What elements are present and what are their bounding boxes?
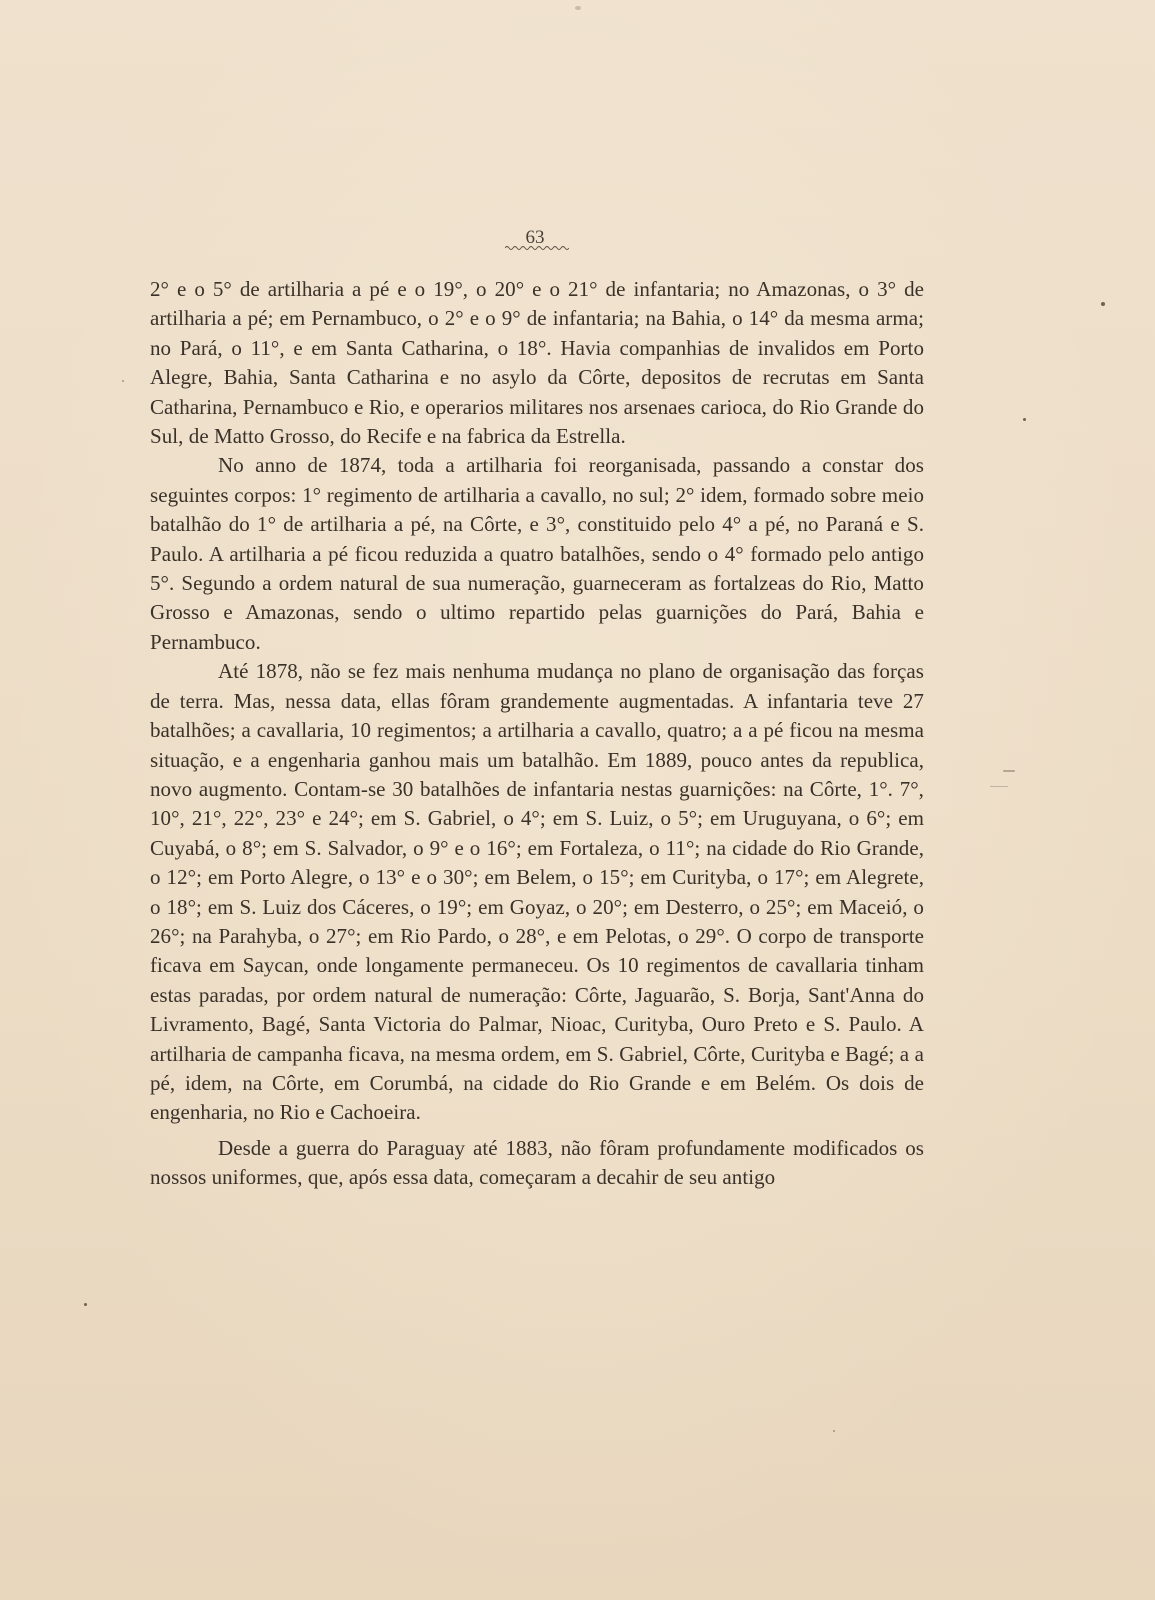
body-text: [150, 275, 924, 1193]
paper-speck: [122, 380, 124, 382]
paper-speck: [833, 1430, 835, 1432]
wavy-rule-ornament: [505, 245, 569, 251]
paragraph-artilharia-1874: No anno de 1874, toda a artilharia foi reorganisada, passando a constar dos seguintes corpos: 1° regimento de artilharia a cavallo, no sul; 2° idem, formado sobre meio batalhão do 1° de artilharia a pé, na Côrte, e 3°, constituido pelo 4° a pé, no Paraná e S. Paulo. A artilharia a pé ficou reduzida a quatro batalhões, sendo o 4° formado pelo antigo 5°. Segundo a ordem natural de sua numeração, guarneceram as fortalzeas do Rio, Matto Grosso e Amazonas, sendo o ultimo repartido pelas guarnições do Pará, Bahia e Pernambuco.: [150, 453, 924, 654]
page-number: 63: [525, 227, 545, 248]
paragraph-uniformes: Desde a guerra do Paraguay até 1883, não fôram profundamente modificados os nossos uniformes, que, após essa data, começaram a decahir de seu antigo: [150, 1135, 924, 1190]
paper-speck: [990, 786, 1008, 787]
paper-speck: [1023, 418, 1026, 421]
paragraph-continuation: 2° e o 5° de artilharia a pé e o 19°, o 20° e o 21° de infantaria; no Amazonas, o 3° de artilharia a pé; em Pernambuco, o 2° e o 9° de infantaria; na Bahia, o 14° da mesma arma; no Pará, o 11°, e em Santa Catharina, o 18°. Havia companhias de invalidos em Porto Alegre, Bahia, Santa Catharina e no asylo da Côrte, depositos de recrutas em Santa Catharina, Pernambuco e Rio, e operarios militares nos arsenaes carioca, do Rio Grande do Sul, de Matto Grosso, do Recife e na fabrica da Estrella.: [150, 277, 924, 449]
paragraph-forcas-1878: Até 1878, não se fez mais nenhuma mudança no plano de organisação das forças de terra. Mas, nessa data, ellas fôram grandemente augmentadas. A infantaria teve 27 batalhões; a cavallaria, 10 regimentos; a artilharia a cavallo, quatro; a a pé ficou na mesma situação, e a engenharia ganhou mais um batalhão. Em 1889, pouco antes da republica, novo augmento. Contam-se 30 batalhões de infantaria nestas guarnições: na Côrte, 1°. 7°, 10°, 21°, 22°, 23° e 24°; em S. Gabriel, o 4°; em S. Luiz, o 5°; em Uruguyana, o 6°; em Cuyabá, o 8°; em S. Salvador, o 9° e o 16°; em Fortaleza, o 11°; na cidade do Rio Grande, o 12°; em Porto Alegre, o 13° e o 30°; em Belem, o 15°; em Curityba, o 17°; em Alegrete, o 18°; em S. Luiz dos Cáceres, o 19°; em Goyaz, o 20°; em Desterro, o 25°; em Maceió, o 26°; na Parahyba, o 27°; em Rio Pardo, o 28°, e em Pelotas, o 29°. O corpo de transporte ficava em Saycan, onde longamente permaneceu. Os 10 regimentos de cavallaria tinham estas paradas, por ordem natural de numeração: Côrte, Jaguarão, S. Borja, Sant'Anna do Livramento, Bagé, Santa Victoria do Palmar, Nioac, Curityba, Ouro Preto e S. Paulo. A artilharia de campanha ficava, na mesma ordem, em S. Gabriel, Côrte, Curityba e Bagé; a a pé, idem, na Côrte, em Corumbá, na cidade do Rio Grande e em Belém. Os dois de engenharia, no Rio e Cachoeira.: [150, 659, 924, 1125]
paper-speck: [1101, 302, 1105, 306]
paper-speck: [84, 1303, 87, 1306]
paper-speck: [575, 6, 581, 10]
paper-speck: [1003, 770, 1015, 772]
